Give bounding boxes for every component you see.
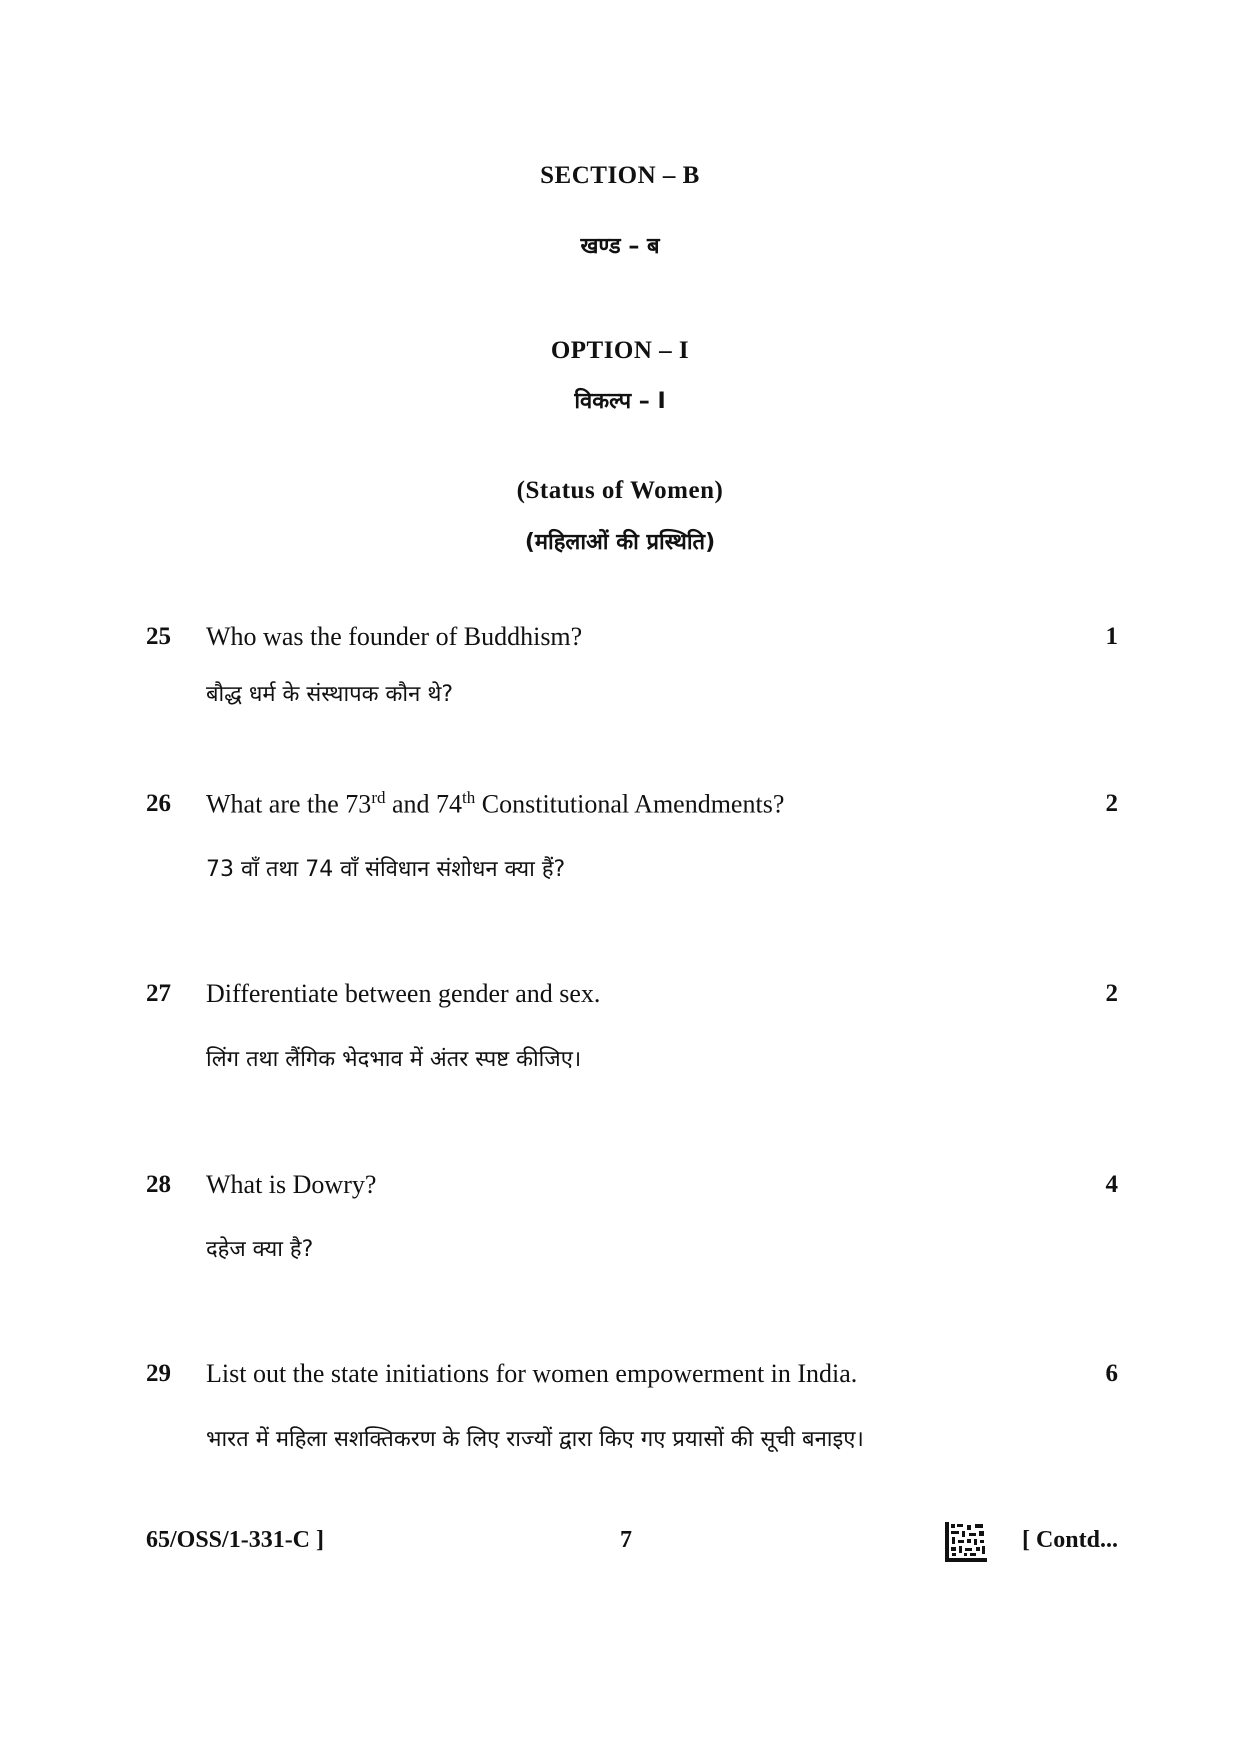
question-text: What is Dowry? <box>206 1170 377 1199</box>
section-title: SECTION – B <box>540 162 700 189</box>
page-number: 7 <box>620 1527 632 1553</box>
question-text: What are the 73rd and 74th Constitutional Amendments? <box>206 788 785 819</box>
question-marks: 4 <box>1105 1171 1118 1198</box>
paper-code: 65/OSS/1-331-C ] <box>146 1527 325 1553</box>
option-title: OPTION – I <box>550 337 690 364</box>
question-number: 27 <box>146 980 171 1007</box>
question-marks: 1 <box>1105 623 1118 650</box>
question-number: 29 <box>146 1360 171 1387</box>
question-text-hindi: लिंग तथा लैंगिक भेदभाव में अंतर स्पष्ट कीजिए। <box>206 1047 582 1072</box>
question-text: Who was the founder of Buddhism? <box>206 622 583 651</box>
topic-title-hindi: (महिलाओं की प्रस्थिति) <box>524 530 716 555</box>
qr-code-icon <box>945 1522 987 1562</box>
question-text-hindi: भारत में महिला सशक्तिकरण के लिए राज्यों द्वारा किए गए प्रयासों की सूची बनाइए। <box>206 1427 864 1452</box>
question-text-hindi: दहेज क्या है? <box>206 1237 314 1262</box>
question-number: 28 <box>146 1171 171 1198</box>
question-marks: 2 <box>1105 980 1118 1007</box>
option-title-hindi: विकल्प – I <box>574 389 666 414</box>
question-marks: 2 <box>1105 790 1118 817</box>
question-text-hindi: 73 वाँ तथा 74 वाँ संविधान संशोधन क्या हैं? <box>206 857 566 882</box>
continued-label: [ Contd... <box>1021 1527 1118 1553</box>
question-number: 25 <box>146 623 171 650</box>
question-marks: 6 <box>1105 1360 1118 1387</box>
question-text: Differentiate between gender and sex. <box>206 979 601 1008</box>
section-title-hindi: खण्ड – ब <box>580 234 660 259</box>
question-text-hindi: बौद्ध धर्म के संस्थापक कौन थे? <box>206 682 454 707</box>
question-text: List out the state initiations for women empowerment in India. <box>206 1359 858 1388</box>
question-number: 26 <box>146 790 171 817</box>
topic-title: (Status of Women) <box>516 477 724 504</box>
